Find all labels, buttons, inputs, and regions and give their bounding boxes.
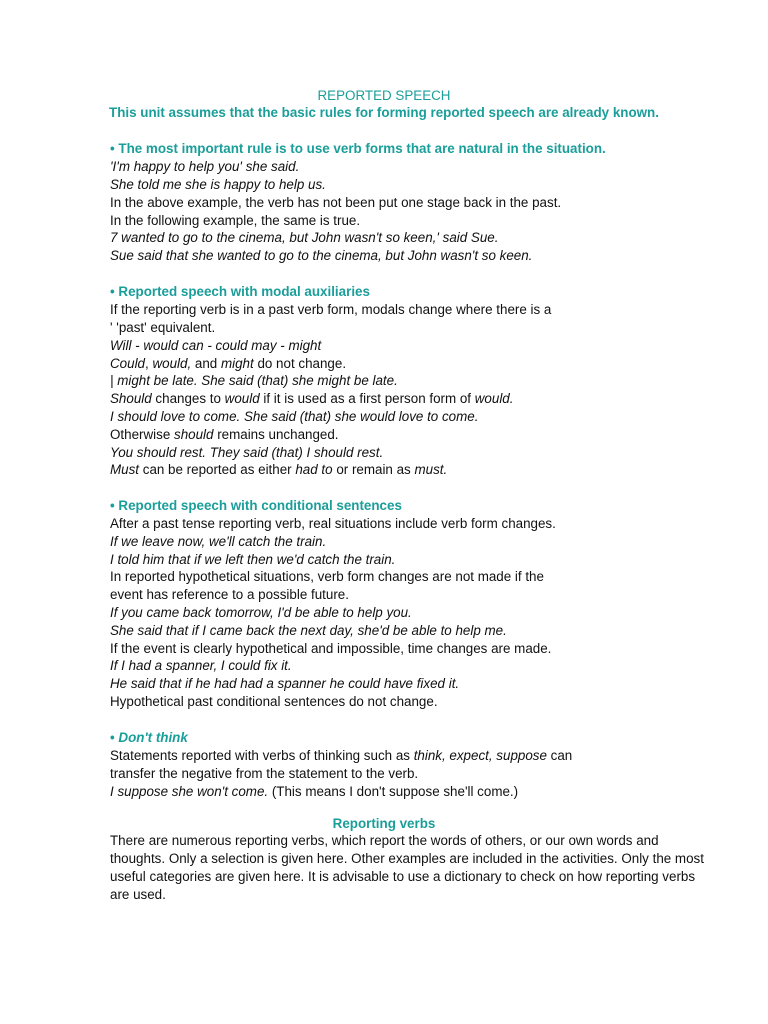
text-span: (This means I don't suppose she'll come.)	[268, 784, 519, 799]
text-span: can be reported as either	[139, 462, 296, 477]
section2-line	[110, 355, 346, 372]
text-span: would,	[152, 356, 192, 371]
section4-line	[110, 783, 518, 800]
text-span: should	[174, 427, 214, 442]
section4-heading	[110, 729, 188, 746]
text-span: changes to	[151, 391, 225, 406]
section1-line: 7 wanted to go to the cinema, but John wasn't so keen,' said Sue.	[110, 230, 499, 245]
section3-line: He said that if he had had a spanner he could have fixed it.	[110, 676, 460, 691]
section3-heading: • Reported speech with conditional sentences	[110, 498, 402, 513]
text-span: would.	[474, 391, 514, 406]
section2-line: ' 'past' equivalent.	[110, 320, 216, 335]
section3-line: After a past tense reporting verb, real situations include verb form changes.	[110, 516, 556, 531]
section3-line: If I had a spanner, I could fix it.	[110, 658, 292, 673]
text-span: if it is used as a first person form of	[259, 391, 475, 406]
section1-line: In the following example, the same is true.	[110, 213, 361, 228]
text-span: Could	[110, 356, 145, 371]
section3-line: If the event is clearly hypothetical and impossible, time changes are made.	[110, 641, 552, 656]
section3-line: If you came back tomorrow, I'd be able to help you.	[110, 605, 412, 620]
text-span: do not change.	[253, 356, 347, 371]
text-span: Otherwise	[110, 427, 174, 442]
section3-line: If we leave now, we'll catch the train.	[110, 534, 327, 549]
section1-line: Sue said that she wanted to go to the cinema, but John wasn't so keen.	[110, 248, 533, 263]
text-span: think, expect, suppose	[413, 748, 547, 763]
text-span: I suppose she won't come.	[110, 784, 269, 799]
section3-line: In reported hypothetical situations, verb form changes are not made if the	[110, 569, 544, 584]
text-span: Should	[110, 391, 152, 406]
section1-heading: • The most important rule is to use verb forms that are natural in the situation.	[110, 141, 606, 156]
section4-line: transfer the negative from the statement to the verb.	[110, 766, 419, 781]
text-span: must.	[414, 462, 448, 477]
section4-heading-text: Don't think	[118, 730, 188, 745]
text-span: remains unchanged.	[213, 427, 339, 442]
section3-line: She said that if I came back the next day, she'd be able to help me.	[110, 623, 507, 638]
section5-paragraph: There are numerous reporting verbs, which report the words of others, or our own words and thoughts. Only a selection is given here. Other examples are included in the activities. Only the most useful categories are given here. It is advisable to use a dictionary to check on how reporting verbs are used.	[110, 833, 704, 902]
section4-line	[110, 747, 572, 764]
section3-line: event has reference to a possible future.	[110, 587, 349, 602]
section1-line: In the above example, the verb has not been put one stage back in the past.	[110, 195, 562, 210]
section2-line: | might be late. She said (that) she might be late.	[110, 373, 398, 388]
section1-line: She told me she is happy to help us.	[110, 177, 326, 192]
page-title: REPORTED SPEECH	[317, 88, 451, 103]
section2-line: If the reporting verb is in a past verb form, modals change where there is a	[110, 302, 552, 317]
section3-line: I told him that if we left then we'd catch the train.	[110, 552, 396, 567]
intro-text: This unit assumes that the basic rules for forming reported speech are already known.	[109, 105, 659, 120]
text-span: might	[220, 356, 254, 371]
section1-line: 'I'm happy to help you' she said.	[110, 159, 300, 174]
section2-heading: • Reported speech with modal auxiliaries	[110, 284, 370, 299]
section3-line: Hypothetical past conditional sentences do not change.	[110, 694, 438, 709]
section2-line: I should love to come. She said (that) she would love to come.	[110, 409, 479, 424]
text-span: and	[191, 356, 221, 371]
text-span: would	[224, 391, 260, 406]
section2-line	[110, 461, 447, 478]
section2-line	[110, 426, 339, 443]
text-span: Must	[110, 462, 140, 477]
text-span: Statements reported with verbs of thinking such as	[110, 748, 414, 763]
bullet: •	[110, 730, 119, 745]
text-span: or remain as	[332, 462, 415, 477]
section2-line: Will - would can - could may - might	[110, 338, 322, 353]
text-span: ,	[145, 356, 153, 371]
section5-heading: Reporting verbs	[332, 816, 436, 831]
section2-line: You should rest. They said (that) I should rest.	[110, 445, 384, 460]
section2-line	[110, 390, 513, 407]
text-span: had to	[295, 462, 333, 477]
text-span: can	[546, 748, 573, 763]
